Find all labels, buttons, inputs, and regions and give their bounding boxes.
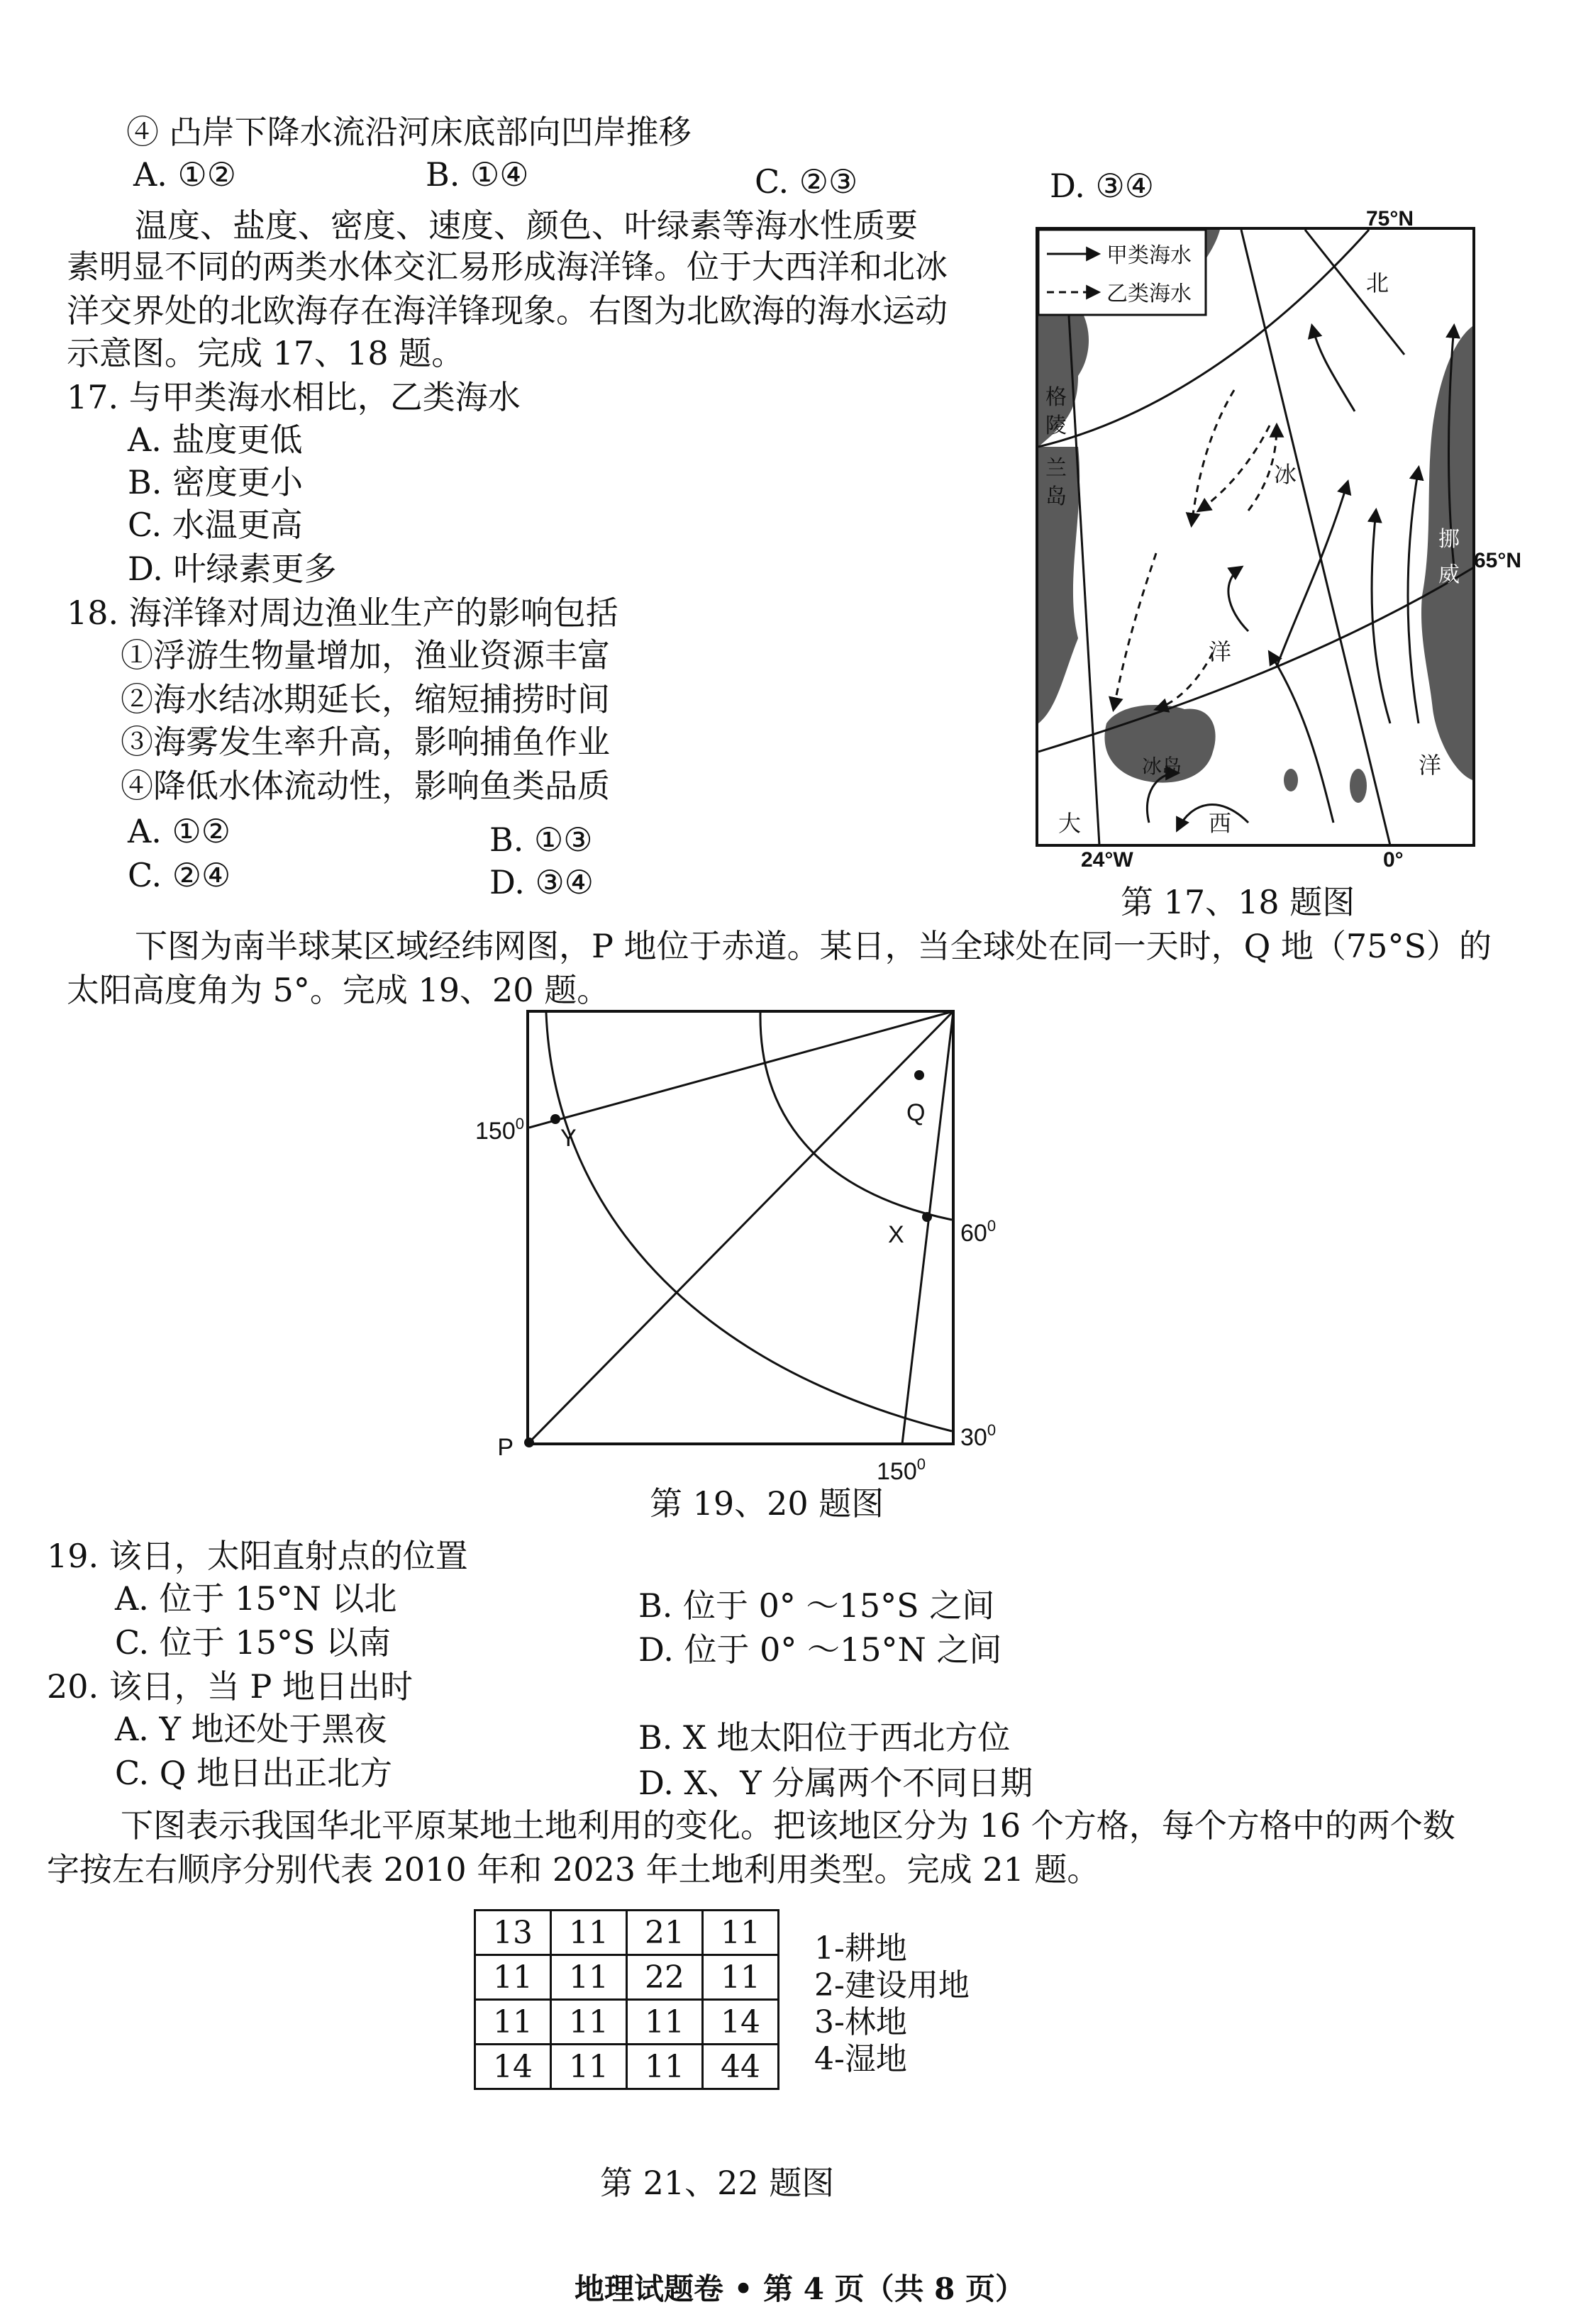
- meridian-150b-line: [902, 1011, 953, 1444]
- q16-item4: ④ 凸岸下降水流沿河床底部向凹岸推移: [126, 113, 692, 151]
- grid-cell: 44: [703, 2045, 779, 2089]
- q20-option-a[interactable]: A. Y 地还处于黑夜: [115, 1710, 387, 1748]
- q18-option-b[interactable]: B. ①③: [489, 821, 593, 859]
- q19-option-d[interactable]: D. 位于 0° ～15°N 之间: [638, 1630, 1002, 1669]
- q18-item2: ②海水结冰期延长，缩短捕捞时间: [121, 680, 610, 718]
- legend-forest: 3-林地: [814, 2004, 907, 2040]
- iceland-label: 冰岛: [1142, 755, 1182, 777]
- grid-cell: 11: [551, 1911, 627, 1955]
- table-row: [475, 2000, 779, 2045]
- grid-cell: 11: [551, 2000, 627, 2045]
- grid-cell: 11: [551, 1955, 627, 2000]
- sea-label-bing: 冰: [1274, 462, 1297, 487]
- grid-cell: 11: [551, 2045, 627, 2089]
- grid-caption: 第 19、20 题图: [650, 1484, 884, 1523]
- q18-item1: ①浮游生物量增加，渔业资源丰富: [121, 636, 610, 674]
- svg-text:陵: 陵: [1045, 414, 1067, 438]
- intro19-line1: 下图为南半球某区域经纬网图，P 地位于赤道。某日，当全球处在同一天时，Q 地（75°S）的: [135, 927, 1492, 965]
- grid-cell: 14: [475, 2045, 551, 2089]
- norway-label-2: 威: [1438, 563, 1460, 586]
- q18-item4: ④降低水体流动性，影响鱼类品质: [121, 767, 610, 805]
- intro17-line4: 示意图。完成 17、18 题。: [67, 334, 465, 372]
- svg-text:岛: 岛: [1045, 485, 1067, 508]
- label-p: P: [497, 1434, 514, 1461]
- q20-option-b[interactable]: B. X 地太阳位于西北方位: [638, 1718, 1011, 1757]
- q16-option-d[interactable]: D. ③④: [1050, 167, 1154, 205]
- intro17-line1: 温度、盐度、密度、速度、颜色、叶绿素等海水性质要: [135, 206, 918, 245]
- grid-cell: 11: [703, 1955, 779, 2000]
- legend-farmland: 1-耕地: [814, 1930, 907, 1967]
- grid-cell: 11: [703, 1911, 779, 1955]
- q18-option-c[interactable]: C. ②④: [128, 856, 231, 894]
- label-30: $30^0$: [960, 1421, 997, 1451]
- map-frame: [1037, 228, 1474, 845]
- grid-cell: 22: [627, 1955, 703, 2000]
- q18-option-d[interactable]: D. ③④: [489, 863, 594, 901]
- intro17-line3: 洋交界处的北欧海存在海洋锋现象。右图为北欧海的海水运动: [67, 291, 948, 330]
- q17-option-a[interactable]: A. 盐度更低: [128, 421, 303, 459]
- q20-option-d[interactable]: D. X、Y 分属两个不同日期: [638, 1764, 1033, 1802]
- label-0: 0°: [1383, 848, 1404, 872]
- point-p: [524, 1438, 534, 1447]
- point-y: [550, 1114, 560, 1124]
- page-footer: 地理试题卷 • 第 4 页（共 8 页）: [575, 2272, 1026, 2306]
- label-150-bottom: $150^0$: [877, 1455, 926, 1485]
- svg-text:格: 格: [1045, 386, 1067, 409]
- q17-stem: 17. 与甲类海水相比，乙类海水: [67, 378, 521, 416]
- map-caption: 第 17、18 题图: [1121, 883, 1355, 921]
- intro19-line2: 太阳高度角为 5°。完成 19、20 题。: [67, 971, 610, 1009]
- landuse-grid: [474, 1909, 779, 2090]
- landuse-caption: 第 21、22 题图: [600, 2164, 835, 2202]
- grid-cell: 11: [627, 2045, 703, 2089]
- q17-option-b[interactable]: B. 密度更小: [128, 463, 304, 501]
- q20-stem: 20. 该日，当 P 地日出时: [47, 1667, 413, 1706]
- point-q: [914, 1070, 924, 1080]
- grid-cell: 11: [627, 2000, 703, 2045]
- q19-option-a[interactable]: A. 位于 15°N 以北: [115, 1579, 397, 1618]
- intro21-line1: 下图表示我国华北平原某地土地利用的变化。把该地区分为 16 个方格，每个方格中的两个数: [121, 1806, 1455, 1845]
- label-24w: 24°W: [1081, 848, 1133, 872]
- q17-option-d[interactable]: D. 叶绿素更多: [128, 550, 337, 588]
- grid-cell: 11: [475, 2000, 551, 2045]
- label-y: Y: [560, 1125, 577, 1152]
- label-150-left: $150^0$: [475, 1115, 524, 1145]
- q18-item3: ③海雾发生率升高，影响捕鱼作业: [121, 723, 610, 761]
- sea-label-yang1: 洋: [1209, 639, 1232, 665]
- label-q: Q: [906, 1099, 926, 1126]
- table-row: [475, 1911, 779, 1955]
- grid-cell: 21: [627, 1911, 703, 1955]
- q18-stem: 18. 海洋锋对周边渔业生产的影响包括: [67, 594, 618, 632]
- q16-option-b[interactable]: B. ①④: [426, 155, 529, 194]
- nordic-sea-map: [1036, 207, 1522, 872]
- legend-wetland: 4-湿地: [814, 2041, 907, 2077]
- q20-option-c[interactable]: C. Q 地日出正北方: [115, 1754, 393, 1792]
- q19-option-c[interactable]: C. 位于 15°S 以南: [115, 1623, 392, 1662]
- label-60: $60^0$: [960, 1217, 997, 1247]
- svg-text:兰: 兰: [1045, 457, 1067, 480]
- grid-cell: 11: [475, 1955, 551, 2000]
- q17-option-c[interactable]: C. 水温更高: [128, 506, 303, 544]
- table-row: [475, 2045, 779, 2089]
- legend-construction: 2-建设用地: [814, 1967, 970, 2003]
- point-x: [922, 1212, 932, 1222]
- q19-option-b[interactable]: B. 位于 0° ～15°S 之间: [638, 1586, 995, 1625]
- label-x: X: [888, 1221, 904, 1248]
- sea-label-xi: 西: [1209, 811, 1232, 836]
- legend-type-b: 乙类海水: [1106, 282, 1192, 306]
- sea-label-yang2: 洋: [1419, 752, 1442, 778]
- sea-label-da: 大: [1058, 811, 1082, 836]
- label-75n: 75°N: [1366, 207, 1414, 230]
- label-65n: 65°N: [1474, 549, 1522, 572]
- sea-label-bei: 北: [1366, 270, 1389, 296]
- norway-label-1: 挪: [1438, 528, 1460, 551]
- q16-option-c[interactable]: C. ②③: [755, 162, 858, 201]
- intro17-line2: 素明显不同的两类水体交汇易形成海洋锋。位于大西洋和北冰: [67, 248, 948, 286]
- grid-cell: 14: [703, 2000, 779, 2045]
- latlong-grid-figure: [475, 1007, 1028, 1489]
- legend-type-a: 甲类海水: [1106, 244, 1192, 267]
- q18-option-a[interactable]: A. ①②: [128, 812, 231, 850]
- table-row: [475, 1955, 779, 2000]
- meridian-150-line: [529, 1011, 953, 1128]
- intro21-line2: 字按左右顺序分别代表 2010 年和 2023 年土地利用类型。完成 21 题。: [47, 1850, 1100, 1889]
- grid-cell: 13: [475, 1911, 551, 1955]
- q19-stem: 19. 该日，太阳直射点的位置: [47, 1537, 468, 1575]
- q16-option-a[interactable]: A. ①②: [133, 155, 236, 194]
